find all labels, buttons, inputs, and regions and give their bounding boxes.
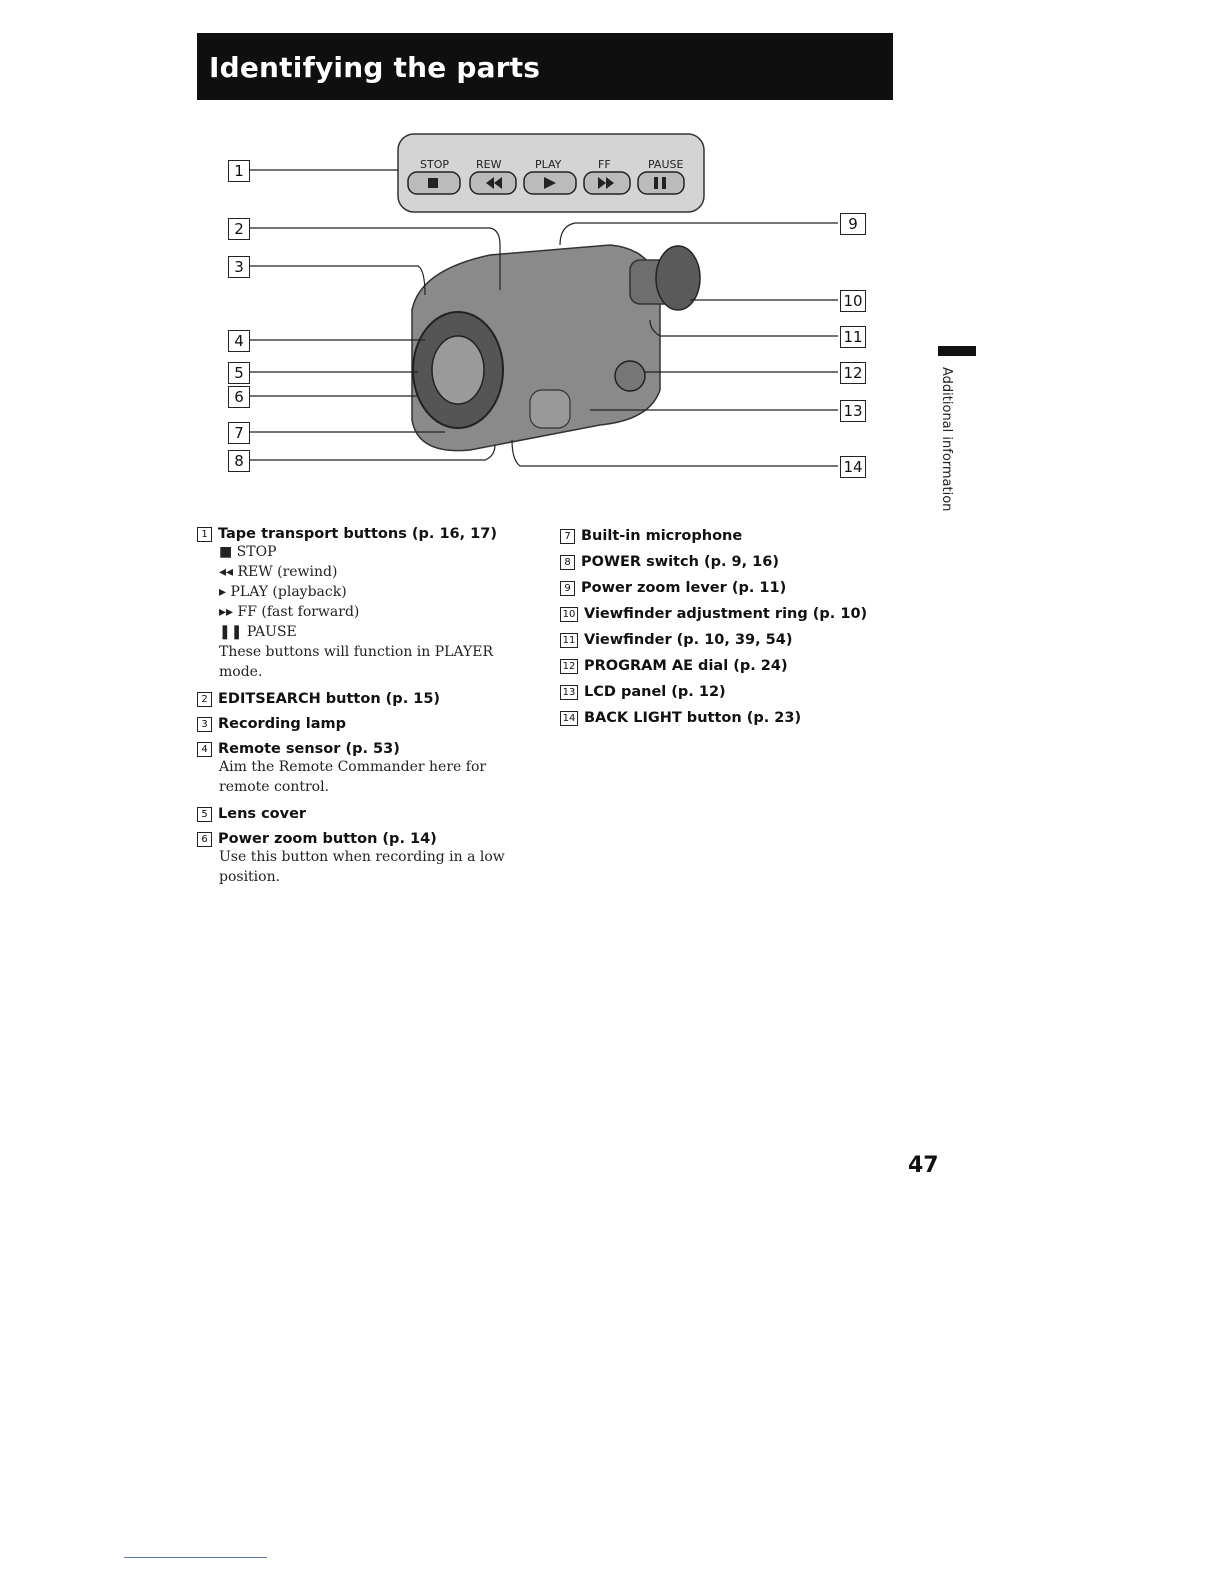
callout-13: 13 [840,400,866,422]
list-item [560,658,880,674]
list-item [560,684,880,700]
item-number: 6 [197,832,212,847]
panel-label-ff: FF [598,158,611,171]
list-item [560,632,880,648]
callout-1: 1 [228,160,250,182]
item-sub: ◂◂ REW (rewind) [219,564,338,580]
panel-label-stop: STOP [420,158,449,171]
item-title: Power zoom button (p. 14) [218,831,437,847]
callout-3: 3 [228,256,250,278]
list-item [560,528,880,544]
item-number: 10 [560,607,578,622]
callout-14: 14 [840,456,866,478]
item-number: 4 [197,742,212,757]
item-title: Viewfinder (p. 10, 39, 54) [584,632,793,648]
list-item [197,691,517,707]
item-title: POWER switch (p. 9, 16) [581,554,779,570]
callout-5: 5 [228,362,250,384]
item-number: 11 [560,633,578,648]
section-tab-label: Additional information [939,367,954,512]
list-item [197,806,517,822]
item-title: Built-in microphone [581,528,743,544]
item-number: 8 [560,555,575,570]
callout-9: 9 [840,213,866,235]
item-desc: Aim the Remote Commander here for remote control. [219,759,487,795]
camcorder-illustration [190,120,910,500]
panel-label-rew: REW [476,158,502,171]
list-item [197,716,517,732]
item-number: 3 [197,717,212,732]
item-number: 7 [560,529,575,544]
item-sub: ❚❚ PAUSE [219,624,297,640]
pause-button-shape [638,172,684,194]
callout-6: 6 [228,386,250,408]
list-item [560,554,880,570]
parts-list-right [560,528,880,736]
callout-4: 4 [228,330,250,352]
page-number: 47 [908,1153,939,1178]
item-number: 14 [560,711,578,726]
item-number: 5 [197,807,212,822]
list-item [560,580,880,596]
item-title: Recording lamp [218,716,347,732]
list-item [560,710,880,726]
item-title: EDITSEARCH button (p. 15) [218,691,441,707]
camcorder-diagram [190,120,910,500]
item-sub: ■ STOP [219,544,277,560]
callout-8: 8 [228,450,250,472]
list-item [197,831,517,887]
item-title: Lens cover [218,806,307,822]
item-title: LCD panel (p. 12) [584,684,726,700]
page-title: Identifying the parts [197,33,893,100]
item-sub: ▸▸ FF (fast forward) [219,604,360,620]
item-number: 2 [197,692,212,707]
item-title: Viewfinder adjustment ring (p. 10) [584,606,868,622]
item-number: 9 [560,581,575,596]
footer-divider [124,1557,267,1558]
callout-7: 7 [228,422,250,444]
item-number: 13 [560,685,578,700]
item-title: BACK LIGHT button (p. 23) [584,710,802,726]
item-title: Tape transport buttons (p. 16, 17) [218,526,497,542]
item-title: Power zoom lever (p. 11) [581,580,787,596]
program-ae-dial [615,361,645,391]
item-desc: Use this button when recording in a low position. [219,849,505,885]
item-sub: ▸ PLAY (playback) [219,584,347,600]
list-item [560,606,880,622]
item-title: Remote sensor (p. 53) [218,741,400,757]
section-tab-marker [938,346,976,356]
item-desc: These buttons will function in PLAYER mode. [219,644,493,680]
callout-2: 2 [228,218,250,240]
item-number: 1 [197,527,212,542]
callout-11: 11 [840,326,866,348]
list-item [197,741,517,797]
callout-12: 12 [840,362,866,384]
callout-10: 10 [840,290,866,312]
parts-list-left [197,526,517,896]
item-number: 12 [560,659,578,674]
item-title: PROGRAM AE dial (p. 24) [584,658,788,674]
panel-label-play: PLAY [535,158,562,171]
list-item [197,526,517,682]
panel-label-pause: PAUSE [648,158,684,171]
